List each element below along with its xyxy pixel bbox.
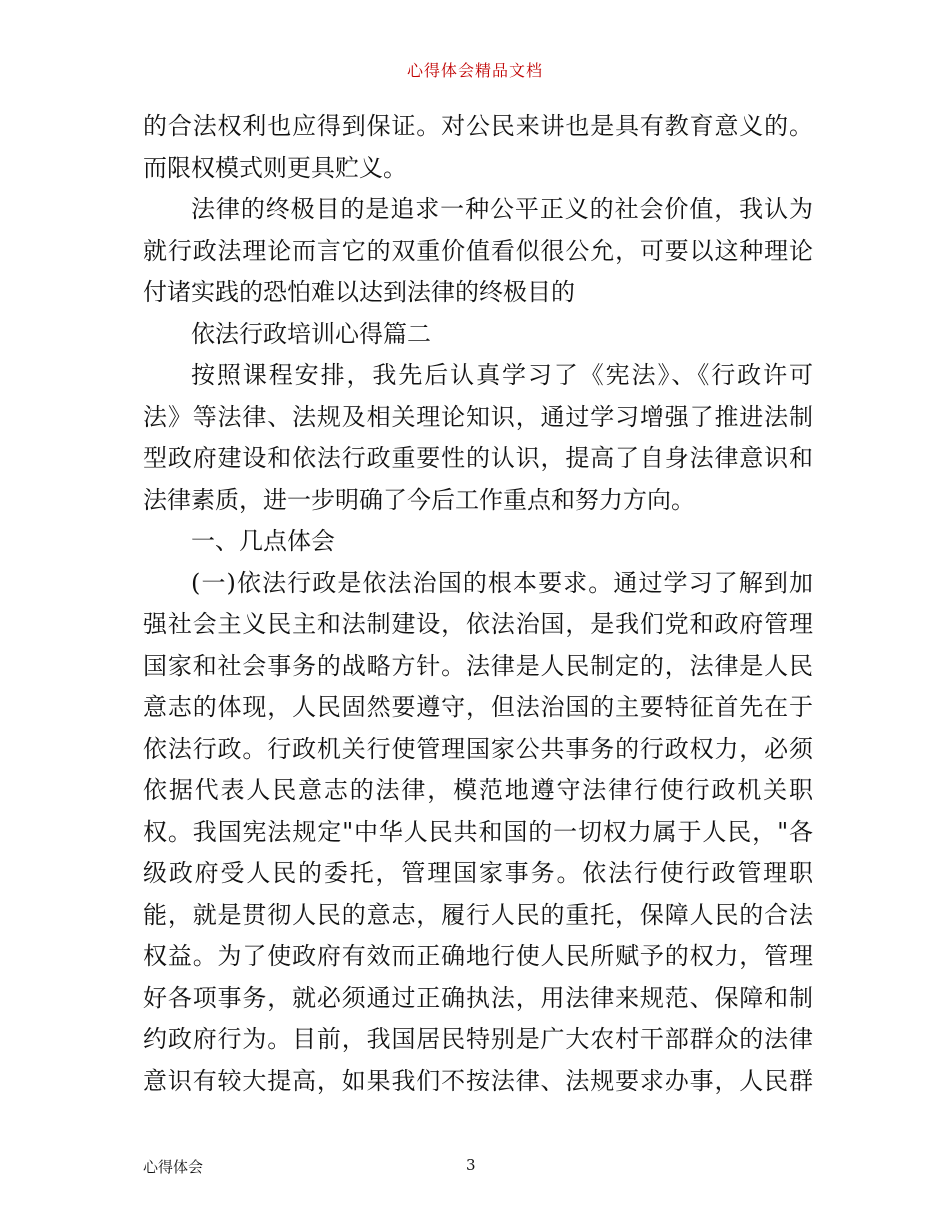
body-line: 能，就是贯彻人民的意志，履行人民的重托，保障人民的合法	[143, 900, 813, 929]
body-line: 型政府建设和依法行政重要性的认识，提高了自身法律意识和	[143, 444, 813, 472]
body-line: 法》等法律、法规及相关理论知识，通过学习增强了推进法制	[143, 402, 813, 431]
section-heading: 依法行政培训心得篇二	[191, 319, 431, 348]
body-line: 意志的体现，人民固然要遵守，但法治国的主要特征首先在于	[143, 693, 813, 721]
body-line: 依据代表人民意志的法律，模范地遵守法律行使行政机关职	[143, 776, 813, 804]
document-body	[143, 106, 813, 1102]
body-line: 约政府行为。目前，我国居民特别是广大农村干部群众的法律	[143, 1025, 813, 1053]
body-line: 就行政法理论而言它的双重价值看似很公允，可要以这种理论	[143, 236, 813, 265]
body-line: 级政府受人民的委托，管理国家事务。依法行使行政管理职	[143, 859, 813, 887]
section-heading: 一、几点体会	[191, 527, 335, 555]
body-line: 强社会主义民主和法制建设，依法治国，是我们党和政府管理	[143, 610, 813, 638]
body-line: 权益。为了使政府有效而正确地行使人民所赋予的权力，管理	[143, 942, 813, 970]
body-line: 法律素质，进一步明确了今后工作重点和努力方向。	[143, 485, 695, 514]
body-line: 好各项事务，就必须通过正确执法，用法律来规范、保障和制	[143, 983, 813, 1012]
footer-label: 心得体会	[143, 1158, 204, 1176]
body-line: 依法行政。行政机关行使管理国家公共事务的行政权力，必须	[143, 734, 813, 763]
body-line: 的合法权利也应得到保证。对公民来讲也是具有教育意义的。	[143, 112, 813, 140]
page-number: 3	[466, 1156, 476, 1174]
body-line: 法律的终极目的是追求一种公平正义的社会价值，我认为	[191, 195, 813, 223]
body-line: 权。我国宪法规定"中华人民共和国的一切权力属于人民，"各	[143, 817, 813, 846]
page-header-title: 心得体会精品文档	[406, 61, 543, 80]
body-line: 国家和社会事务的战略方针。法律是人民制定的，法律是人民	[143, 651, 813, 680]
body-line: 付诸实践的恐怕难以达到法律的终极目的	[143, 278, 575, 306]
body-line: 意识有较大提高，如果我们不按法律、法规要求办事，人民群	[143, 1066, 813, 1095]
body-line: 按照课程安排，我先后认真学习了《宪法》、《行政许可	[191, 361, 813, 389]
body-line: (一)依法行政是依法治国的根本要求。通过学习了解到加	[191, 568, 813, 597]
body-line: 而限权模式则更具贮义。	[143, 153, 407, 182]
